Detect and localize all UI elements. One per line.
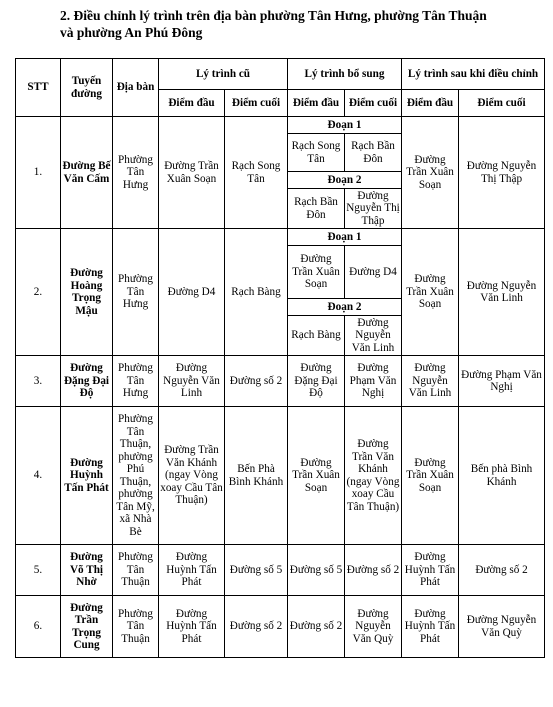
- header-new-end: Điểm cuối: [459, 90, 545, 117]
- table-row: [16, 117, 545, 134]
- header-route: Tuyến đường: [61, 59, 113, 117]
- section-heading: [60, 7, 540, 41]
- row-new-end: Đường Nguyễn Văn Quỳ: [459, 596, 545, 658]
- seg1-start: Rạch Song Tân: [288, 134, 345, 172]
- row-route: Đường Đặng Đại Độ: [61, 356, 113, 407]
- table-row: [16, 545, 545, 596]
- header-area: Địa bàn: [113, 59, 159, 117]
- row-added-end: Đường Phạm Văn Nghị: [345, 356, 402, 407]
- table-row: [16, 596, 545, 658]
- segment-2-label: Đoạn 2: [288, 172, 402, 189]
- row-stt: 3.: [16, 356, 61, 407]
- header-added-end: Điểm cuối: [345, 90, 402, 117]
- row-area: Phường Tân Thuận, phường Phú Thuận, phường Tân Mỹ, xã Nhà Bè: [113, 407, 159, 545]
- row-route: Đường Hoàng Trọng Mậu: [61, 229, 113, 356]
- row-new-end: Đường số 2: [459, 545, 545, 596]
- row-added-end: Đường Nguyễn Văn Quỳ: [345, 596, 402, 658]
- heading-line-1: 2. Điều chỉnh lý trình trên địa bàn phường Tân Hưng, phường Tân Thuận: [60, 8, 487, 23]
- segment-1-label: Đoạn 1: [288, 117, 402, 134]
- seg2-end: Đường Nguyễn Văn Linh: [345, 316, 402, 356]
- header-old: Lý trình cũ: [159, 59, 288, 90]
- row-old-end: Đường số 2: [225, 356, 288, 407]
- seg1-end: Rạch Bần Đôn: [345, 134, 402, 172]
- row-route: Đường Huỳnh Tấn Phát: [61, 407, 113, 545]
- row-added-start: Đường Đặng Đại Độ: [288, 356, 345, 407]
- row-new-start: Đường Trần Xuân Soạn: [402, 407, 459, 545]
- header-old-start: Điểm đầu: [159, 90, 225, 117]
- header-new-start: Điểm đầu: [402, 90, 459, 117]
- seg2-end: Đường Nguyễn Thị Thập: [346, 189, 400, 227]
- row-area: Phường Tân Hưng: [113, 117, 159, 229]
- route-table: [15, 58, 545, 658]
- row-route: Đường Trần Trọng Cung: [61, 596, 113, 658]
- row-old-start: Đường D4: [159, 229, 225, 356]
- header-new: Lý trình sau khi điều chỉnh: [402, 59, 545, 90]
- header-added-start: Điểm đầu: [288, 90, 345, 117]
- segment-2-label: Đoạn 2: [288, 299, 402, 316]
- row-stt: 2.: [16, 229, 61, 356]
- header-old-end: Điểm cuối: [225, 90, 288, 117]
- row-new-start: Đường Trần Xuân Soạn: [402, 117, 459, 229]
- row-old-end: Đường số 2: [225, 596, 288, 658]
- seg1-start: Đường Trần Xuân Soạn: [288, 246, 345, 299]
- row-stt: 4.: [16, 407, 61, 545]
- seg2-start: Rạch Bần Đôn: [288, 189, 345, 229]
- table-row: [16, 356, 545, 407]
- row-area: Phường Tân Hưng: [113, 356, 159, 407]
- seg2-start: Rạch Bàng: [288, 316, 345, 356]
- row-old-end: Rạch Bàng: [225, 229, 288, 356]
- row-old-end: Đường số 5: [225, 545, 288, 596]
- row-old-end: Bến Phà Bình Khánh: [225, 407, 288, 545]
- segment-1-label: Đoạn 1: [288, 229, 402, 246]
- row-area: Phường Tân Hưng: [113, 229, 159, 356]
- row-stt: 5.: [16, 545, 61, 596]
- row-new-start: Đường Huỳnh Tấn Phát: [402, 596, 459, 658]
- header-stt: STT: [16, 59, 61, 117]
- table-row: [16, 229, 545, 246]
- row-old-start: Đường Trần Văn Khánh (ngay Vòng xoay Cầu Tân Thuận): [159, 407, 225, 545]
- seg1-end: Đường D4: [345, 246, 402, 299]
- row-stt: 1.: [16, 117, 61, 229]
- row-route: Đường Bế Văn Cấm: [61, 117, 113, 229]
- row-old-start: Đường Trần Xuân Soạn: [159, 117, 225, 229]
- row-old-start: Đường Huỳnh Tấn Phát: [159, 596, 225, 658]
- row-new-end: Đường Nguyễn Thị Thập: [459, 117, 545, 229]
- row-added-end: Đường Trần Văn Khánh (ngay Vòng xoay Cầu Tân Thuận): [345, 407, 402, 545]
- row-route: Đường Võ Thị Nhờ: [61, 545, 113, 596]
- row-added-end: Đường số 2: [345, 545, 402, 596]
- row-stt: 6.: [16, 596, 61, 658]
- row-area: Phường Tân Thuận: [113, 545, 159, 596]
- row-old-end: Rạch Song Tân: [225, 117, 288, 229]
- row-new-end: Đường Nguyễn Văn Linh: [459, 229, 545, 356]
- row-added-start: Đường số 5: [288, 545, 345, 596]
- row-new-start: Đường Nguyễn Văn Linh: [402, 356, 459, 407]
- table-row: [16, 407, 545, 545]
- row-old-start: Đường Nguyễn Văn Linh: [159, 356, 225, 407]
- row-added-start: Đường Trần Xuân Soạn: [288, 407, 345, 545]
- heading-line-2: và phường An Phú Đông: [60, 25, 203, 40]
- row-new-start: Đường Huỳnh Tấn Phát: [402, 545, 459, 596]
- row-old-start: Đường Huỳnh Tấn Phát: [159, 545, 225, 596]
- header-added: Lý trình bổ sung: [288, 59, 402, 90]
- row-new-end: Đường Phạm Văn Nghị: [459, 356, 545, 407]
- row-area: Phường Tân Thuận: [113, 596, 159, 658]
- row-new-start: Đường Trần Xuân Soạn: [402, 229, 459, 356]
- row-added-start: Đường số 2: [288, 596, 345, 658]
- row-new-end: Bến phà Bình Khánh: [459, 407, 545, 545]
